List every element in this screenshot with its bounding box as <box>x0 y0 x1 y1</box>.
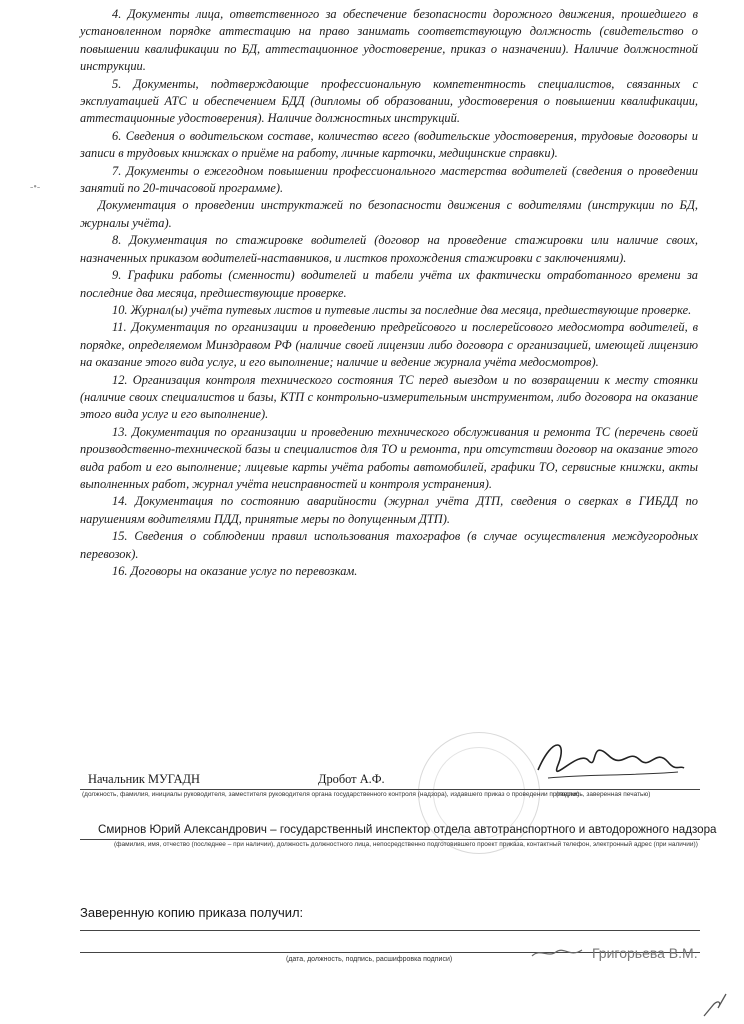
corner-mark <box>700 990 730 1020</box>
caption-right: (подпись, заверенная печатью) <box>556 791 651 798</box>
list-item: 15. Сведения о соблюдении правил использования тахографов (в случае осуществления междугородных перевозок). <box>80 529 698 561</box>
received-label: Заверенную копию приказа получил: <box>80 905 304 920</box>
list-item: Документация о проведении инструктажей по безопасности движения с водителями (инструкции по БД, журналы учёта). <box>80 198 698 230</box>
list-item: 5. Документы, подтверждающие профессиональную компетентность специалистов, связанных с эксплуатацией АТС и обеспечением БДД (дипломы об образовании, удостоверения о повышении квалификации, аттестационные удостоверения). Наличие должностных инструкций. <box>80 76 698 126</box>
list-item: 12. Организация контроля технического состояния ТС перед выездом и по возвращении к месту стоянки (наличие своих специалистов и базы, КТП с контрольно-измерительным инструментом, либо договора на оказание этого вида услуг и его выполнение). <box>80 372 698 422</box>
list-item: 16. Договоры на оказание услуг по перевозкам. <box>112 564 358 578</box>
small-signature <box>530 944 586 962</box>
inspector-caption: (фамилия, имя, отчество (последнее – при наличии), должность должностного лица, непосредственно подготовившего проект приказа, контактный телефон, электронный адрес (при наличии)) <box>114 841 698 848</box>
received-name: Григорьева В.М. <box>592 945 698 961</box>
list-item: 13. Документация по организации и проведению технического обслуживания и ремонта ТС (перечень своей производственно-технической базы и специалистов для ТО и ремонта, при отсутствии договор на оказание этого вида работ и его выполнение; лицевые карты учёта работы автомобилей, графики ТО, сервисные книжки, акты выполненных работ, журнал учёта неисправностей и контроля устранения). <box>80 424 698 491</box>
list-item: 9. Графики работы (сменности) водителей и табели учёта их фактически отработанного времени за последние два месяца, предшествующие проверке. <box>80 268 698 300</box>
margin-mark: -•- <box>30 182 41 193</box>
checklist <box>80 6 698 580</box>
signature-line <box>80 789 700 790</box>
list-item: 14. Документация по состоянию аварийности (журнал учёта ДТП, сведения о сверках в ГИБДД по нарушениям водителями ПДД, принятые меры по допущенным ДТП). <box>80 494 698 526</box>
inspector-underline <box>80 839 700 840</box>
list-item: 10. Журнал(ы) учёта путевых листов и путевые листы за последние два месяца, предшествующие проверке. <box>112 302 692 317</box>
list-item: 7. Документы о ежегодном повышении профессионального мастерства водителей (сведения о проведении занятий по 20-тичасовой программе). <box>80 163 698 196</box>
caption-left: (должность, фамилия, инициалы руководителя, заместителя руководителя органа государственного контроля (надзора), издавшего приказ о проведении проверки) <box>82 791 580 798</box>
list-item: 8. Документация по стажировке водителей (договор на проведение стажировки или наличие своих, назначенных приказом водителей-наставников, и листков прохождения стажировки с заключениями). <box>80 233 698 265</box>
list-item: 4. Документы лица, ответственного за обеспечение безопасности дорожного движения, прошедшего в установленном порядке аттестацию на право занимать соответствующую должность (свидетельство о повышении квалификации по БД, аттестационное удостоверение, приказ о назначении). Наличие должностной инструкции. <box>80 7 698 74</box>
list-item: 11. Документация по организации и проведению предрейсового и послерейсового медосмотра водителей, в порядке, определяемом Минздравом РФ (наличие своей лицензии либо договора с организацией, имеющей лицензию на оказание этого вида услуг, и его выполнение; наличие и ведение журнала учёта медосмотров). <box>80 320 698 370</box>
chief-title: Начальник МУГАДН <box>88 772 200 786</box>
list-item: 6. Сведения о водительском составе, количество всего (водительские удостоверения, трудовые договоры и записи в трудовых книжках о приёме на работу, личные карточки, медицинские справки). <box>80 128 698 161</box>
inspector-line: Смирнов Юрий Александрович – государственный инспектор отдела автотранспортного и автодорожного надзора <box>98 823 717 836</box>
received-caption: (дата, должность, подпись, расшифровка подписи) <box>286 956 453 963</box>
chief-name: Дробот А.Ф. <box>318 772 385 786</box>
received-line-1 <box>80 930 700 931</box>
